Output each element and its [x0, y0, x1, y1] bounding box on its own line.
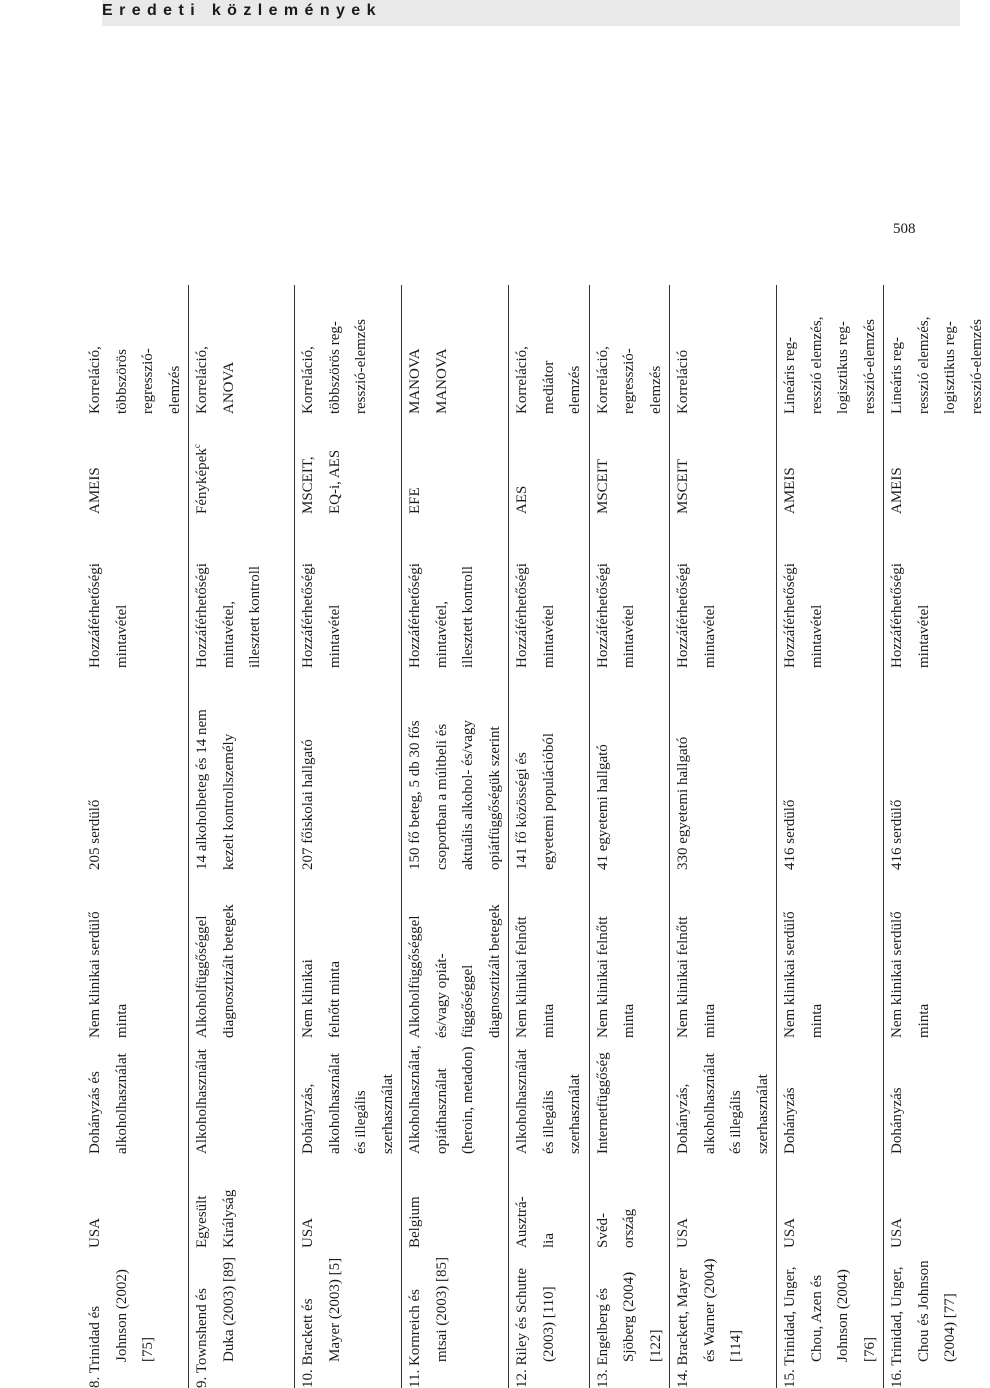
cell-line: USA: [889, 1217, 905, 1248]
cell-line: 15. Trinidad, Unger,: [782, 1266, 798, 1388]
cell-line: mintavétel: [808, 604, 825, 668]
cell-line: 11. Kornreich és: [407, 1289, 423, 1388]
cell-line: és illegális: [540, 1090, 557, 1154]
sample-type-cell: [884, 870, 990, 1038]
analysis-cell: [295, 285, 402, 414]
cell-line: alkoholhasználat: [113, 1053, 130, 1154]
sampling-cell: [295, 514, 402, 668]
sample-size-cell: [189, 668, 295, 870]
cell-line: és Warner (2004): [701, 1258, 718, 1362]
sample-type-cell: [295, 870, 402, 1038]
study-cell: [402, 1248, 509, 1388]
behavior-cell: [295, 1038, 402, 1154]
cell-line: 416 serdülő: [889, 799, 905, 870]
cell-line: Svéd-: [594, 1213, 611, 1248]
cell-line: 14 alkoholbeteg és 14 nem: [194, 709, 210, 870]
table-row: [82, 285, 189, 1388]
cell-line: ANOVA: [220, 361, 237, 414]
cell-line: Nem klinikai felnőtt: [594, 916, 611, 1038]
instrument-with-note: [189, 414, 216, 514]
cell-line: 13. Engelberg és: [594, 1287, 611, 1388]
cell-line: MANOVA: [433, 348, 450, 414]
cell-line: Királyság: [220, 1189, 237, 1248]
cell-line: minta: [915, 1003, 932, 1038]
sample-size-cell: [402, 668, 509, 870]
cell-line: felnőtt minta: [326, 960, 343, 1038]
cell-line: Alkoholfüggőséggel: [194, 915, 210, 1038]
cell-line: 416 serdülő: [782, 799, 798, 870]
cell-line: Nem klinikai felnőtt: [675, 916, 691, 1038]
cell-line: alkoholhasználat: [701, 1053, 718, 1154]
cell-line: Egyesült: [194, 1195, 210, 1248]
country-cell: [82, 1154, 189, 1248]
cell-line: mintavétel: [326, 604, 343, 668]
instrument-cell: [295, 414, 402, 514]
cell-line: 207 főiskolai hallgató: [300, 739, 316, 870]
sample-size-cell: [884, 668, 990, 870]
rotated-table-container: [82, 0, 985, 1388]
cell-line: USA: [782, 1217, 798, 1248]
cell-line: szerhasználat: [379, 1074, 396, 1154]
cell-line: Ausztrá-: [514, 1196, 530, 1248]
table-row: [402, 285, 509, 1388]
cell-line: regresszió-: [140, 348, 156, 414]
cell-line: 10. Brackett és: [300, 1298, 316, 1388]
cell-line: AMEIS: [782, 467, 798, 514]
cell-line: és illegális: [353, 1090, 369, 1154]
cell-line: Chou és Johnson: [915, 1260, 932, 1362]
cell-line: többszörös reg-: [326, 321, 343, 414]
table-row: [189, 285, 295, 1388]
table-row: [509, 285, 590, 1388]
cell-line: 330 egyetemi hallgató: [675, 736, 691, 870]
footnote-marker: c: [192, 444, 202, 449]
instrument-cell: [670, 414, 777, 514]
cell-line: Hozzáférhetőségi: [594, 563, 611, 668]
analysis-cell: [777, 285, 884, 414]
study-cell: [670, 1248, 777, 1388]
cell-line: Dohányzás: [782, 1087, 798, 1154]
sample-type-cell: [509, 870, 590, 1038]
instrument-cell: [589, 414, 670, 514]
country-cell: [509, 1154, 590, 1248]
cell-line: Nem klinikai serdülő: [87, 911, 103, 1038]
cell-line: MSCEIT: [675, 458, 691, 514]
cell-line: resszió elemzés,: [808, 316, 825, 414]
behavior-cell: [509, 1038, 590, 1154]
cell-line: Dohányzás,: [300, 1083, 316, 1154]
behavior-cell: [884, 1038, 990, 1154]
cell-line: logisztikus reg-: [835, 321, 851, 414]
cell-line: Hozzáférhetőségi: [194, 563, 210, 668]
sampling-cell: [82, 514, 189, 668]
analysis-cell: [509, 285, 590, 414]
cell-line: és illegális: [728, 1090, 744, 1154]
analysis-cell: [82, 285, 189, 414]
country-cell: [589, 1154, 670, 1248]
page-number: 508: [893, 221, 916, 237]
country-cell: [402, 1154, 509, 1248]
sample-type-cell: [589, 870, 670, 1038]
cell-line: Dohányzás és: [87, 1071, 103, 1154]
cell-line: Alkoholfüggőséggel: [407, 915, 423, 1038]
cell-line: 12. Riley és Schutte: [514, 1268, 530, 1388]
instrument-cell: [189, 414, 295, 514]
cell-line: diagnosztizált betegek: [486, 904, 503, 1038]
behavior-cell: [189, 1038, 295, 1154]
sampling-cell: [509, 514, 590, 668]
cell-line: diagnosztizált betegek: [220, 904, 237, 1038]
cell-line: regresszió-: [621, 348, 637, 414]
cell-line: Lineáris reg-: [782, 336, 798, 414]
cell-line: AMEIS: [87, 467, 103, 514]
cell-line: (2003) [110]: [540, 1286, 557, 1362]
cell-line: 14. Brackett, Mayer: [675, 1268, 691, 1388]
cell-line: 8. Trinidad és: [87, 1305, 103, 1388]
cell-line: szerhasználat: [754, 1074, 771, 1154]
cell-line: USA: [675, 1217, 691, 1248]
cell-line: MSCEIT,: [300, 456, 316, 514]
sample-size-cell: [295, 668, 402, 870]
cell-line: mintavétel: [540, 604, 557, 668]
table-row: [670, 285, 777, 1388]
sampling-cell: [189, 514, 295, 668]
instrument-cell: [884, 414, 990, 514]
cell-line: Hozzáférhetőségi: [87, 563, 103, 668]
cell-line: Alkoholhasználat,: [407, 1045, 423, 1154]
cell-line: Lineáris reg-: [889, 336, 905, 414]
cell-line: logisztikus reg-: [942, 321, 958, 414]
instrument-cell: [777, 414, 884, 514]
cell-line: csoportban a múltbeli és: [433, 723, 450, 870]
sample-type-cell: [82, 870, 189, 1038]
cell-line: többszörös: [113, 349, 130, 414]
cell-line: Fényképek: [194, 448, 210, 514]
cell-line: kezelt kontrollszemély: [220, 733, 237, 870]
study-cell: [884, 1248, 990, 1388]
sample-type-cell: [777, 870, 884, 1038]
country-cell: [884, 1154, 990, 1248]
sample-size-cell: [777, 668, 884, 870]
cell-line: [122]: [647, 1329, 664, 1362]
cell-line: minta: [540, 1003, 557, 1038]
cell-line: Alkoholhasználat: [514, 1049, 530, 1154]
cell-line: elemzés: [166, 365, 183, 414]
cell-line: resszió-elemzés: [968, 319, 985, 414]
cell-line: Sjöberg (2004): [621, 1271, 637, 1362]
cell-line: Hozzáférhetőségi: [514, 563, 530, 668]
section-title: Eredeti közlemények: [102, 2, 382, 19]
cell-line: szerhasználat: [567, 1074, 583, 1154]
cell-line: [76]: [861, 1337, 878, 1362]
country-cell: [295, 1154, 402, 1248]
country-cell: [670, 1154, 777, 1248]
cell-line: MSCEIT: [594, 458, 611, 514]
cell-line: minta: [113, 1003, 130, 1038]
country-cell: [777, 1154, 884, 1248]
cell-line: USA: [87, 1217, 103, 1248]
sample-size-cell: [82, 668, 189, 870]
cell-line: opiátfüggőségük szerint: [486, 726, 503, 870]
cell-line: Duka (2003) [89]: [220, 1257, 237, 1362]
study-cell: [777, 1248, 884, 1388]
behavior-cell: [670, 1038, 777, 1154]
cell-line: Korreláció,: [87, 346, 103, 414]
analysis-cell: [189, 285, 295, 414]
cell-line: [114]: [728, 1330, 744, 1362]
study-cell: [82, 1248, 189, 1388]
behavior-cell: [589, 1038, 670, 1154]
study-cell: [509, 1248, 590, 1388]
cell-line: mintavétel,: [220, 600, 237, 668]
cell-line: [75]: [140, 1337, 156, 1362]
cell-line: minta: [621, 1003, 637, 1038]
cell-line: Chou, Azen és: [808, 1274, 825, 1362]
cell-line: 9. Townshend és: [194, 1288, 210, 1388]
cell-line: 141 fő közösségi és: [514, 752, 530, 870]
cell-line: és/vagy opiát-: [433, 953, 450, 1038]
cell-line: Hozzáférhetőségi: [889, 563, 905, 668]
study-cell: [589, 1248, 670, 1388]
instrument-cell: [509, 414, 590, 514]
cell-line: Belgium: [407, 1196, 423, 1248]
cell-line: opiáthasználat: [433, 1068, 450, 1154]
cell-line: Dohányzás: [889, 1087, 905, 1154]
table-row: [777, 285, 884, 1388]
country-cell: [189, 1154, 295, 1248]
analysis-cell: [589, 285, 670, 414]
cell-line: (2004) [77]: [942, 1293, 958, 1362]
cell-line: Nem klinikai serdülő: [889, 911, 905, 1038]
analysis-cell: [402, 285, 509, 414]
sample-type-cell: [670, 870, 777, 1038]
behavior-cell: [402, 1038, 509, 1154]
instrument-cell: [402, 414, 509, 514]
cell-line: USA: [300, 1217, 316, 1248]
cell-line: Hozzáférhetőségi: [675, 563, 691, 668]
cell-line: Nem klinikai: [300, 959, 316, 1038]
cell-line: minta: [701, 1003, 718, 1038]
cell-line: Johnson (2002): [113, 1269, 130, 1362]
cell-line: AMEIS: [889, 467, 905, 514]
cell-line: függőséggel: [460, 964, 476, 1038]
cell-line: Johnson (2004): [835, 1269, 851, 1362]
study-cell: [189, 1248, 295, 1388]
cell-line: Hozzáférhetőségi: [300, 563, 316, 668]
cell-line: ország: [621, 1208, 637, 1248]
sample-size-cell: [589, 668, 670, 870]
cell-line: 150 fő beteg, 5 db 30 fős: [407, 720, 423, 870]
cell-line: elemzés: [647, 365, 664, 414]
cell-line: 41 egyetemi hallgató: [594, 744, 611, 870]
cell-line: mintavétel: [621, 604, 637, 668]
cell-line: Korreláció: [675, 349, 691, 414]
cell-line: Korreláció,: [300, 346, 316, 414]
cell-line: AES: [514, 485, 530, 514]
cell-line: Korreláció,: [194, 346, 210, 414]
cell-line: 16. Trinidad, Unger,: [889, 1266, 905, 1388]
cell-line: EFE: [407, 487, 423, 514]
cell-line: illesztett kontroll: [247, 565, 263, 668]
cell-line: Internetfüggőség: [594, 1052, 611, 1154]
analysis-cell: [884, 285, 990, 414]
sampling-cell: [402, 514, 509, 668]
cell-line: alkoholhasználat: [326, 1053, 343, 1154]
cell-line: (heroin, metadon): [460, 1046, 476, 1154]
cell-line: Hozzáférhetőségi: [782, 563, 798, 668]
cell-line: mintavétel: [113, 604, 130, 668]
cell-line: lia: [540, 1233, 557, 1248]
sampling-cell: [670, 514, 777, 668]
sampling-cell: [589, 514, 670, 668]
instrument-cell: [82, 414, 189, 514]
sample-size-cell: [509, 668, 590, 870]
study-cell: [295, 1248, 402, 1388]
cell-line: Korreláció,: [594, 346, 611, 414]
cell-line: egyetemi populációból: [540, 732, 557, 870]
cell-line: Mayer (2003) [5]: [326, 1257, 343, 1362]
cell-line: Dohányzás,: [675, 1083, 691, 1154]
sampling-cell: [884, 514, 990, 668]
cell-line: Korreláció,: [514, 346, 530, 414]
analysis-cell: [670, 285, 777, 414]
cell-line: MANOVA: [407, 348, 423, 414]
cell-line: aktuális alkohol- és/vagy: [460, 720, 476, 870]
cell-line: Hozzáférhetőségi: [407, 563, 423, 668]
behavior-cell: [777, 1038, 884, 1154]
cell-line: elemzés: [567, 365, 583, 414]
cell-line: Alkoholhasználat: [194, 1049, 210, 1154]
cell-line: illesztett kontroll: [460, 565, 476, 668]
cell-line: mintavétel,: [433, 600, 450, 668]
behavior-cell: [82, 1038, 189, 1154]
cell-line: resszió-elemzés: [353, 319, 369, 414]
table-body: [82, 285, 990, 1388]
cell-line: resszió elemzés,: [915, 316, 932, 414]
sample-type-cell: [402, 870, 509, 1038]
cell-line: mintavétel: [701, 604, 718, 668]
table-row: [295, 285, 402, 1388]
sample-size-cell: [670, 668, 777, 870]
cell-line: EQ-i, AES: [326, 449, 343, 514]
sampling-cell: [777, 514, 884, 668]
table-row: [884, 285, 990, 1388]
cell-line: minta: [808, 1003, 825, 1038]
cell-line: Nem klinikai serdülő: [782, 911, 798, 1038]
cell-line: 205 serdülő: [87, 799, 103, 870]
cell-line: mtsai (2003) [85]: [433, 1257, 450, 1362]
sample-type-cell: [189, 870, 295, 1038]
studies-table: [82, 285, 990, 1388]
table-row: [589, 285, 670, 1388]
cell-line: Nem klinikai felnőtt: [514, 916, 530, 1038]
cell-line: mintavétel: [915, 604, 932, 668]
cell-line: resszió-elemzés: [861, 319, 878, 414]
cell-line: mediátor: [540, 360, 557, 414]
